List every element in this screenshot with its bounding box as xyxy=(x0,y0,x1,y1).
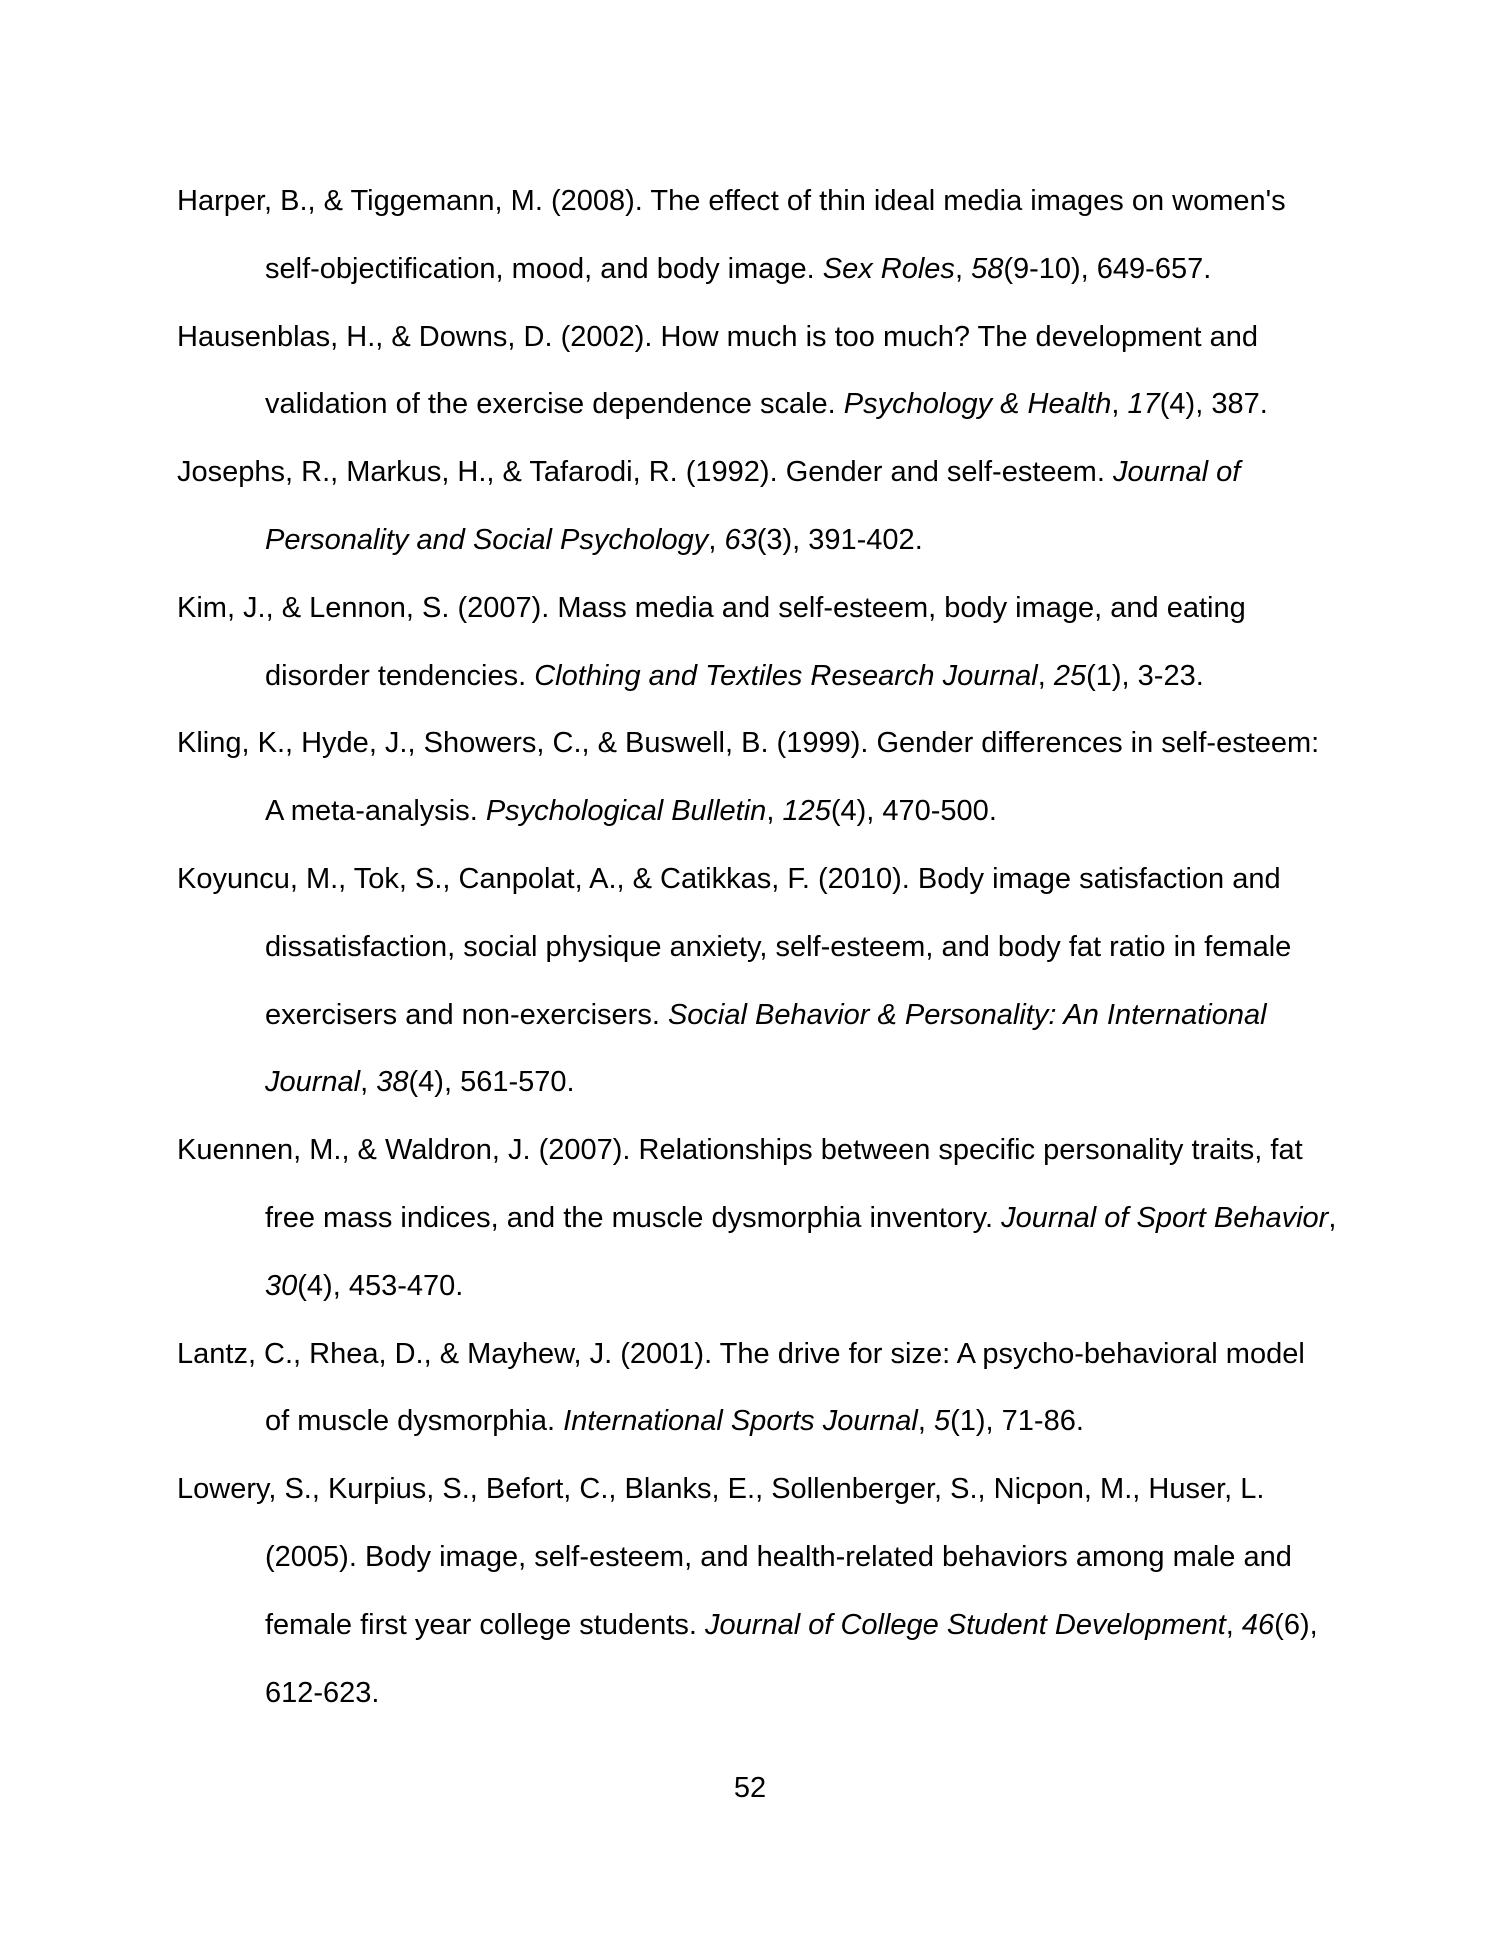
reference-entry xyxy=(177,439,1337,575)
reference-entry xyxy=(177,1117,1337,1320)
reference-text: Kim, J., & Lennon, S. (2007). Mass media and self-esteem, body image, and eating disorder tendencies. xyxy=(177,591,1246,692)
reference-text: Lantz, C., Rhea, D., & Mayhew, J. (2001). The drive for size: A psycho-behavioral model of muscle dysmorphia. xyxy=(177,1337,1305,1438)
reference-separator: , xyxy=(1328,1201,1337,1234)
journal-title: Social Behavior & Personality: An International Journal xyxy=(265,998,1267,1099)
journal-title: Journal of College Student Development xyxy=(705,1608,1226,1641)
reference-pages: (4), 470-500. xyxy=(830,795,997,828)
reference-text: Koyuncu, M., Tok, S., Canpolat, A., & Catikkas, F. (2010). Body image satisfaction and dissatisfaction, social physique anxiety, self-esteem, and body fat ratio in female exercisers and non-exercisers. xyxy=(177,862,1292,1031)
reference-separator: , xyxy=(360,1066,377,1099)
journal-title: International Sports Journal xyxy=(563,1405,918,1438)
reference-pages: (4), 387. xyxy=(1159,388,1268,421)
reference-entry xyxy=(177,846,1337,1117)
reference-pages: (4), 561-570. xyxy=(408,1066,575,1099)
reference-separator: , xyxy=(1037,659,1054,692)
reference-separator: , xyxy=(1111,388,1128,421)
reference-list xyxy=(177,168,1337,1727)
journal-title: Journal of Personality and Social Psychology xyxy=(265,456,1241,556)
reference-entry xyxy=(177,710,1337,846)
reference-pages: (3), 391-402. xyxy=(756,523,923,556)
reference-pages: (9-10), 649-657. xyxy=(1003,252,1212,285)
journal-title: Psychological Bulletin xyxy=(485,795,767,828)
reference-entry xyxy=(177,1456,1337,1727)
journal-title: Sex Roles xyxy=(822,252,955,285)
reference-separator: , xyxy=(766,795,783,828)
journal-volume: 5 xyxy=(933,1405,951,1438)
page-number: 52 xyxy=(733,1772,767,1804)
reference-entry xyxy=(177,575,1337,711)
reference-separator: , xyxy=(954,252,972,285)
reference-entry xyxy=(177,304,1337,440)
reference-separator: , xyxy=(1225,1608,1242,1641)
journal-volume: 30 xyxy=(265,1269,298,1302)
journal-volume: 46 xyxy=(1241,1608,1275,1641)
reference-separator: , xyxy=(708,523,725,556)
reference-pages: (1), 71-86. xyxy=(950,1405,1084,1438)
reference-pages: (6), 612-623. xyxy=(265,1608,1318,1709)
reference-text: Kuennen, M., & Waldron, J. (2007). Relationships between specific personality traits, fat free mass indices, and the muscle dysmorphia inventory. xyxy=(177,1134,1303,1234)
reference-pages: (4), 453-470. xyxy=(297,1269,464,1302)
journal-volume: 58 xyxy=(971,252,1004,285)
reference-text: Josephs, R., Markus, H., & Tafarodi, R. (1992). Gender and self-esteem. xyxy=(177,456,1113,489)
journal-volume: 38 xyxy=(376,1066,409,1099)
journal-volume: 125 xyxy=(782,795,831,828)
reference-text: Kling, K., Hyde, J., Showers, C., & Buswell, B. (1999). Gender differences in self-esteem: A meta-analysis. xyxy=(177,727,1320,828)
reference-separator: , xyxy=(917,1405,934,1438)
journal-volume: 17 xyxy=(1127,388,1160,421)
journal-title: Journal of Sport Behavior xyxy=(1001,1201,1329,1234)
reference-entry xyxy=(177,168,1337,304)
journal-title: Clothing and Textiles Research Journal xyxy=(534,659,1038,692)
reference-entry xyxy=(177,1321,1337,1457)
reference-text: Hausenblas, H., & Downs, D. (2002). How much is too much? The development and validation of the exercise dependence scale. xyxy=(177,320,1259,421)
reference-pages: (1), 3-23. xyxy=(1086,659,1204,692)
journal-volume: 63 xyxy=(724,523,757,556)
reference-text: Harper, B., & Tiggemann, M. (2008). The effect of thin ideal media images on women's self-objectification, mood, and body image. xyxy=(177,185,1286,285)
journal-title: Psychology & Health xyxy=(843,388,1112,421)
reference-text: Lowery, S., Kurpius, S., Befort, C., Blanks, E., Sollenberger, S., Nicpon, M., Huser, L. (2005). Body image, self-esteem, and health-related behaviors among male and female first year college students. xyxy=(177,1473,1292,1641)
journal-volume: 25 xyxy=(1053,659,1087,692)
